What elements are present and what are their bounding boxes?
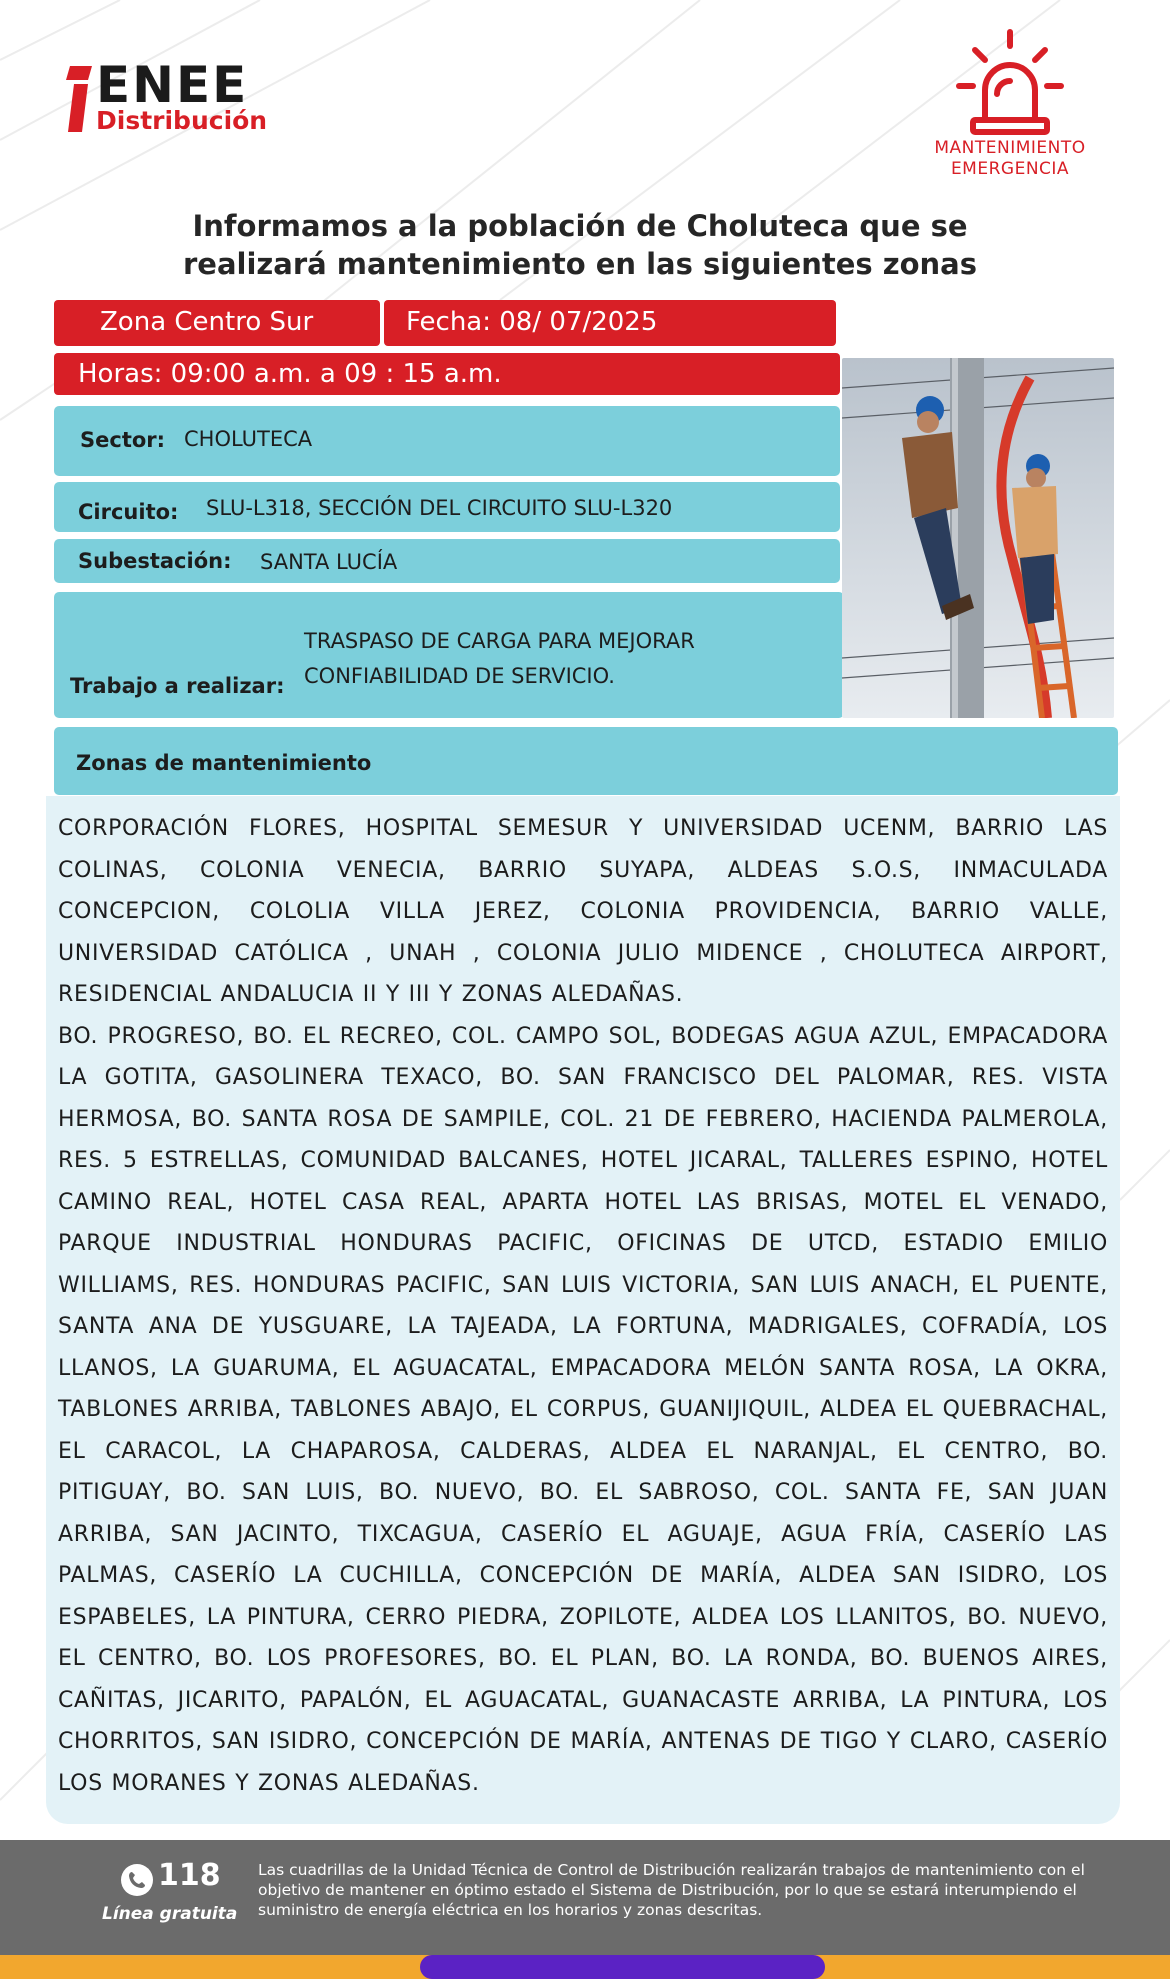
circuito-value: SLU-L318, SECCIÓN DEL CIRCUITO SLU-L320: [206, 496, 673, 520]
circuito-row: [54, 482, 840, 532]
circuito-label: Circuito:: [78, 500, 179, 524]
phone-icon: [121, 1864, 153, 1896]
logo-mark-icon: [66, 66, 92, 132]
date-label: Fecha: 08/ 07/2025: [384, 300, 836, 346]
zonas-list: [46, 796, 1120, 1824]
headline-line-2: realizará mantenimiento en las siguientes zonas: [182, 247, 978, 281]
subestacion-value: SANTA LUCÍA: [260, 550, 398, 574]
enee-logo: [66, 56, 296, 136]
emergency-line-1: MANTENIMIENTO: [934, 138, 1086, 158]
trabajo-value: [304, 624, 695, 694]
phone-label: Línea gratuita: [102, 1904, 238, 1924]
footer-notice: Las cuadrillas de la Unidad Técnica de Control de Distribución realizarán trabajos de mantenimiento con el objetivo de mantener en óptimo estado el Sistema de Distribución, por lo que se estará interumpiendo el suministro de energía eléctrica en los horarios y zonas descritas.: [258, 1861, 1085, 1919]
subestacion-row: [54, 539, 840, 583]
phone-number: 118: [158, 1858, 221, 1893]
zonas-header: [54, 727, 1118, 795]
hours-label: Horas: 09:00 a.m. a 09 : 15 a.m.: [54, 353, 840, 395]
bottom-color-band: [0, 1955, 1170, 1979]
emergency-badge: [900, 28, 1120, 198]
logo-distribucion-text: Distribución: [96, 106, 268, 135]
lineworkers-illustration: [842, 358, 1114, 718]
sector-row: [54, 406, 840, 476]
trabajo-row: [54, 592, 844, 718]
trabajo-value-line-1: TRASPASO DE CARGA PARA MEJORAR: [304, 629, 695, 653]
trabajo-label: Trabajo a realizar:: [70, 674, 285, 698]
sector-label: Sector:: [80, 428, 166, 452]
emergency-line-2: EMERGENCIA: [950, 159, 1070, 179]
zonas-paragraph-1: CORPORACIÓN FLORES, HOSPITAL SEMESUR Y UNIVERSIDAD UCENM, BARRIO LAS COLINAS, COLONIA VENECIA, BARRIO SUYAPA, ALDEAS S.O.S, INMACULADA CONCEPCION, COLOLIA VILLA JEREZ, COLONIA PROVIDENCIA, BARRIO VALLE, UNIVERSIDAD CATÓLICA , UNAH , COLONIA JULIO MIDENCE , CHOLUTECA AIRPORT, RESIDENCIAL ANDALUCIA II Y III Y ZONAS ALEDAÑAS.: [58, 816, 1108, 1007]
logo-enee-text: ENEE: [96, 56, 249, 114]
bottom-band-purple: [420, 1955, 825, 1979]
zonas-header-label: Zonas de mantenimiento: [76, 751, 372, 775]
subestacion-label: Subestación:: [78, 549, 232, 573]
zone-label: Zona Centro Sur: [54, 300, 380, 346]
trabajo-value-line-2: CONFIABILIDAD DE SERVICIO.: [304, 664, 615, 688]
headline-line-1: Informamos a la población de Choluteca que se: [192, 209, 968, 243]
headline: [60, 207, 1100, 283]
siren-icon: [955, 28, 1065, 138]
sector-value: CHOLUTECA: [184, 427, 313, 451]
zonas-paragraph-2: BO. PROGRESO, BO. EL RECREO, COL. CAMPO SOL, BODEGAS AGUA AZUL, EMPACADORA LA GOTITA, GASOLINERA TEXACO, BO. SAN FRANCISCO DEL PALOMAR, RES. VISTA HERMOSA, BO. SANTA ROSA DE SAMPILE, COL. 21 DE FEBRERO, HACIENDA PALMEROLA, RES. 5 ESTRELLAS, COMUNIDAD BALCANES, HOTEL JICARAL, TALLERES ESPINO, HOTEL CAMINO REAL, HOTEL CASA REAL, APARTA HOTEL LAS BRISAS, MOTEL EL VENADO, PARQUE INDUSTRIAL HONDURAS PACIFIC, OFICINAS DE UTCD, ESTADIO EMILIO WILLIAMS, RES. HONDURAS PACIFIC, SAN LUIS VICTORIA, SAN LUIS ANACH, EL PUENTE, SANTA ANA DE YUSGUARE, LA TAJEADA, LA FORTUNA, MADRIGALES, COFRADÍA, LOS LLANOS, LA GUARUMA, EL AGUACATAL, EMPACADORA MELÓN SANTA ROSA, LA OKRA, TABLONES ARRIBA, TABLONES ABAJO, EL CORPUS, GUANIJIQUIL, ALDEA EL QUEBRACHAL, EL CARACOL, LA CHAPAROSA, CALDERAS, ALDEA EL NARANJAL, EL CENTRO, BO. PITIGUAY, BO. SAN LUIS, BO. NUEVO, BO. EL SABROSO, COL. SANTA FE, SAN JUAN ARRIBA, SAN JACINTO, TIXCAGUA, CASERÍO EL AGUAJE, AGUA FRÍA, CASERÍO LAS PALMAS, CASERÍO LA CUCHILLA, CONCEPCIÓN DE MARÍA, ALDEA SAN ISIDRO, LOS ESPABELES, LA PINTURA, CERRO PIEDRA, ZOPILOTE, ALDEA LOS LLANITOS, BO. NUEVO, EL CENTRO, BO. LOS PROFESORES, BO. EL PLAN, BO. LA RONDA, BO. BUENOS AIRES, CAÑITAS, JICARITO, PAPALÓN, EL AGUACATAL, GUANACASTE ARRIBA, LA PINTURA, LOS CHORRITOS, SAN ISIDRO, CONCEPCIÓN DE MARÍA, ANTENAS DE TIGO Y CLARO, CASERÍO LOS MORANES Y ZONAS ALEDAÑAS.: [58, 1023, 1108, 1796]
footer: [0, 1840, 1170, 1955]
lineworkers-photo: [842, 358, 1114, 718]
